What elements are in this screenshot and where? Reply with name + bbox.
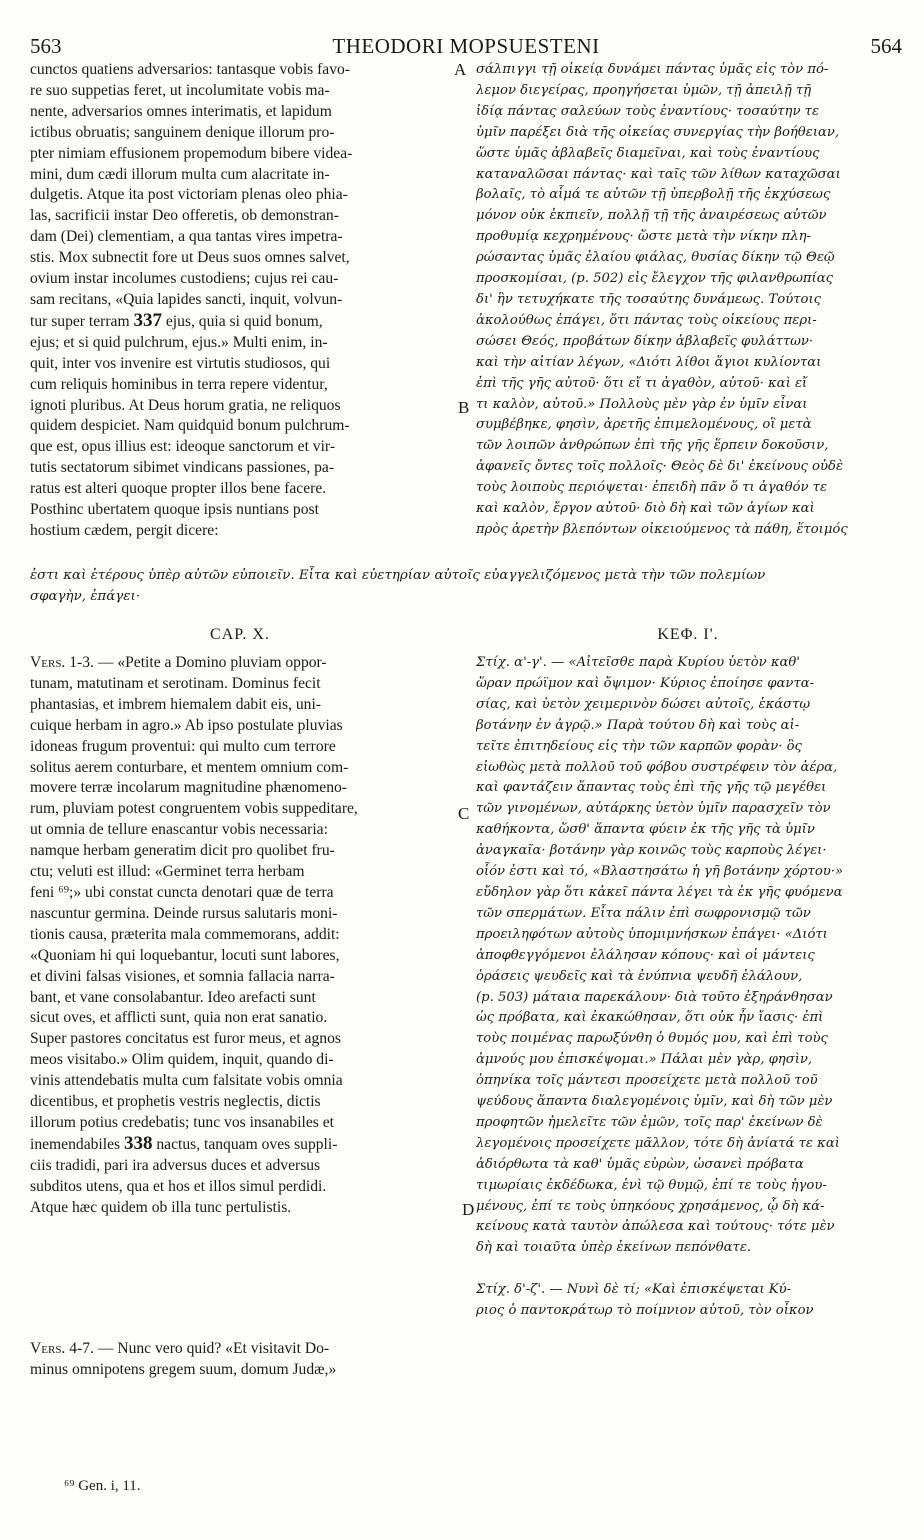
text-line: σάλπιγγι τῇ οἰκείᾳ δυνάμει πάντας ὑμᾶς εἰς τὸν πό-: [476, 62, 829, 77]
text-line: καὶ φαντάζειν ἅπαντας τοὺς ἐπὶ τῆς γῆς τῷ μεγέθει: [476, 780, 827, 796]
text-line: τι καλὸν, αὐτοῦ.» Πολλοὺς μὲν γὰρ ἐν ὑμῖν εἶναι: [476, 396, 808, 412]
text-line: tutis sectatorum sibimet vindicans passiones, pa-: [30, 459, 335, 477]
text-line: τῶν λοιπῶν ἀνθρώπων ἐπὶ τῆς γῆς ἕρπειν δοκοῦσιν,: [476, 438, 829, 454]
text-line: ictibus obruatis; sanguinem denique illorum pro-: [30, 123, 335, 141]
text-line: ψεύδους ἅπαντα διαλεγομένοις ὑμῖν, καὶ δὴ τῶν μὲν: [476, 1094, 833, 1110]
text-line: ὡς πρόβατα, καὶ ἐκακώθησαν, ὅτι οὐκ ἦν ἴασις· ἐπὶ: [476, 1010, 824, 1026]
margin-marker-d: D: [462, 1200, 475, 1219]
text-line: [30, 1134, 450, 1156]
text-line: προσκομίσαι, (p. 502) εἰς ἔλεγχον τῆς φιλανθρωπίας: [476, 271, 834, 287]
text-line: ριος ὁ παντοκράτωρ τὸ ποίμνιον αὐτοῦ, τὸν οἶκον: [476, 1303, 814, 1319]
text-line: ὑμῖν παρέξει διὰ τῆς οἰκείας συνεργίας τὴν βοήθειαν,: [476, 124, 840, 140]
greek-column-top: [476, 60, 900, 541]
text-line: δι' ἣν τετυχήκατε τῆς τοσαύτης δυνάμεως. Τούτοις: [476, 291, 822, 307]
footnote: ⁶⁹ Gen. i, 11.: [64, 1478, 141, 1494]
text-line: las, sacrificii instar Deo offeretis, ob demonstran-: [30, 207, 339, 225]
text-line: [476, 1259, 900, 1280]
margin-marker-c: C: [458, 804, 470, 823]
text-line: σώσει Θεός, προβάτων δίκην ἀβλαβεῖς φυλάττων·: [476, 333, 814, 349]
latin-verse-4-7: [30, 1339, 450, 1381]
verse-ref-4-7: Vers. 4-7.: [30, 1340, 94, 1357]
text-line: τιμωρίαις ἐκδέδωκα, ἑνὶ τῷ θυμῷ, ἐπί τε τοὺς ἡγου-: [476, 1177, 827, 1193]
verse-line-1: Vers. 1-3. — «Petite a Domino pluviam oppor-: [30, 654, 327, 671]
text-line: vinis attendebatis multa cum falsitate vobis omnia: [30, 1072, 343, 1090]
greek-chapter-heading: ΚΕΦ. Ι'.: [657, 626, 719, 643]
text-line: Στίχ. α'-γ'. — «Αἰτεῖσθε παρὰ Κυρίου ὑετὸν καθ': [476, 655, 800, 670]
text-line: ὁράσεις ψευδεῖς καὶ τὰ ἐνύπνια ψευδῆ ἐλάλουν,: [476, 968, 803, 984]
text-fragment: inemendabiles: [30, 1135, 124, 1153]
column-number-338: 338: [123, 1133, 153, 1154]
text-line: τῶν γινομένων, αὐτάρκης ὑετὸν ὑμῖν παρασχεῖν τὸν: [476, 801, 831, 817]
text-line: cuique herbam in agro.» Ab ipso postulate pluvias: [30, 716, 343, 734]
left-page-number: 563: [30, 34, 62, 58]
text-line: tunam, matutinam et serotinam. Dominus fecit: [30, 674, 321, 692]
text-line: ovium instar incolumes custodiens; cujus rei cau-: [30, 270, 339, 288]
text-line: Super pastores concitatus est furor meus, et agnos: [30, 1030, 341, 1048]
text-fragment: ejus, quia si quid bonum,: [165, 312, 323, 330]
text-line: meos visitabo.» Olim quidem, inquit, quando di-: [30, 1051, 334, 1069]
text-line: nente, adversarios omnes interimatis, et lapidum: [30, 102, 332, 120]
text-line: et divini falsas visiones, et somnia fallacia narra-: [30, 967, 335, 985]
text-line: (p. 503) μάταια παρεκάλουν· διὰ τοῦτο ἐξηράνθησαν: [476, 989, 833, 1005]
text-line: τεῖτε ἐπιτηδείους εἰς τὴν τῶν καρπῶν φορὰν· ὃς: [476, 738, 802, 754]
text-line: hostium cædem, pergit dicere:: [30, 521, 219, 539]
text-line: καὶ τὴν αἰτίαν λέγων, «Διότι λίθοι ἅγιοι κυλίονται: [476, 354, 822, 370]
text-line: ἀκολούθως ἐπάγει, ὅτι πάντας τοὺς οἰκείους περι-: [476, 312, 817, 328]
column-number-337: 337: [133, 310, 162, 331]
text-line: ἐπὶ τῆς γῆς αὐτοῦ· ὅτι εἴ τι ἀγαθὸν, αὐτοῦ· καὶ εἴ: [476, 375, 808, 391]
text-line: ὥστε ὑμᾶς ἀβλαβεῖς διαμεῖναι, καὶ τοὺς ἐναντίους: [476, 145, 820, 161]
text-line: πρὸς ἀρετὴν βλεπόντων οἰκειούμενος τὰ πάθη, ἕτοιμός: [476, 521, 848, 537]
text-line: ἀποφθεγγόμενοι ἐλάλησαν κόπους· καὶ οἱ μάντεις: [476, 947, 815, 963]
text-line: tionis causa, præterita mala commemorans, addit:: [30, 925, 340, 943]
text-line: τοὺς λοιποὺς περιόψεται· ἐπειδὴ πᾶν ὅ τι ἀγαθόν τε: [476, 480, 828, 496]
text-line: ejus; et si quid pulchrum, ejus.» Multi enim, in-: [30, 333, 328, 351]
text-line: προφητῶν ἠμελεῖτε τῶν ἐμῶν, τοῖς παρ' ἐκείνων δὲ: [476, 1114, 823, 1130]
text-fragment: tur super terram: [30, 312, 134, 330]
text-line: que est, opus illius est: ideoque sanctorum et vir-: [30, 438, 336, 456]
text-line: sicut oves, et afflicti sunt, quia non erat sanatio.: [30, 1009, 328, 1027]
text-line: feni ⁶⁹;» ubi constat cuncta denotari quæ de terra: [30, 883, 334, 901]
text-line: προθυμίᾳ κεχρημένους· ὥστε μετὰ τὴν νίκην πλη-: [476, 229, 812, 245]
latin-column-bottom: [30, 653, 450, 1218]
text-line: βοτάνην ἐν ἀγρῷ.» Παρὰ τούτου δὴ καὶ τοὺς αἰ-: [476, 717, 800, 733]
text-line: ciis tradidi, pari ira adversus duces et adversus: [30, 1156, 321, 1174]
latin-chapter-heading: CAP. X.: [210, 626, 270, 643]
text-line: ratus est alteri quoque propter illos bene facere.: [30, 480, 327, 498]
text-line: quit, inter vos invenire est virtutis studiosos, qui: [30, 354, 331, 372]
running-title: THEODORI MOPSUESTENI: [332, 34, 600, 58]
text-line: προειληφότων αὐτοὺς ὑπομιμνήσκων ἐπάγει· «Διότι: [476, 926, 828, 942]
text-line: βολαῖς, τὸ αἷμά τε αὐτῶν τῇ ὑπερβολῇ τῆς ἐκχύσεως: [476, 187, 831, 203]
text-line: ὥραν πρώϊμον καὶ ὄψιμον· Κύριος ἐποίησε φαντα-: [476, 675, 815, 691]
greek-full-width-text: [30, 566, 880, 608]
text-line: dulgetis. Atque ita post victoriam plenas oleo phia-: [30, 186, 348, 204]
text-line: stis. Mox subnectit fore ut Deus suos omnes salvet,: [30, 249, 350, 267]
text-line: Posthinc ubertatem quoque ipsis nuntians post: [30, 501, 319, 519]
text-line: Στίχ. δ'-ζ'. — Νυνὶ δὲ τί; «Καὶ ἐπισκέψεται Κύ-: [476, 1282, 792, 1298]
text-line: [30, 311, 450, 333]
text-line: «Quoniam hi qui loquebantur, locuti sunt labores,: [30, 946, 340, 964]
text-line: re suo suppetias feret, ut incolumitate vobis ma-: [30, 81, 330, 99]
text-line: ρώσαντας ὑμᾶς ἐλαίου φιάλας, θυσίας δίκην τῷ Θεῷ: [476, 250, 835, 266]
text-line: δὴ καὶ τοιαῦτα ὑπὲρ ἐκείνων πεπόνθατε.: [476, 1240, 752, 1256]
text-line: συμβέβηκε, φησὶν, ἀρετῆς ἐπιμελομένους, οἳ μετὰ: [476, 417, 812, 433]
text-line: καθήκοντα, ὥσθ' ἅπαντα φύειν ἐκ τῆς γῆς τὰ ὑμῖν: [476, 822, 815, 838]
text-line: idoneas frugum proventui: qui multo cum terrore: [30, 737, 336, 755]
text-line: Atque hæc quidem ob illa tunc pertulistis.: [30, 1198, 292, 1216]
text-line: κείνους κατὰ ταυτὸν ἀπώλεσα καὶ τούτους· τότε μὲν: [476, 1219, 835, 1235]
text-line: ἐστι καὶ ἑτέρους ὑπὲρ αὐτῶν εὐποιεῖν. Εἶτα καὶ εὐετηρίαν αὐτοῖς εὐαγγελιζόμενος μετὰ τὴν τῶν πολεμίων: [30, 568, 766, 583]
text-line: σίας, καὶ ὑετὸν χειμερινὸν δώσει αὐτοῖς, ἑκάστῳ: [476, 696, 811, 712]
text-line: καὶ καλὸν, ἔργον αὐτοῦ· διὸ δὴ καὶ τῶν ἁγίων καὶ: [476, 501, 815, 517]
text-line: namque herbam generatim dicit pro quolibet fru-: [30, 842, 335, 860]
text-line: movere terræ incolarum magnitudine phænomeno-: [30, 779, 347, 797]
text-line: λεμον διεγείρας, προηγήσεται ὑμῶν, τῇ ἀπειλῇ τῇ: [476, 82, 812, 98]
text-line: ignoti pluribus. At Deus horum gratia, ne reliquos: [30, 396, 341, 414]
text-line: ctu; veluti est illud: «Germinet terra herbam: [30, 863, 305, 881]
text-fragment: nactus, tanquam oves suppli-: [156, 1135, 338, 1153]
text-line: pter nimiam effusionem propemodum bibere videa-: [30, 144, 353, 162]
text-line: τοὺς ποιμένας παρωξύνθη ὁ θυμός μου, καὶ ἐπὶ τοὺς: [476, 1031, 828, 1047]
text-line: μένους, ἐπί τε τοὺς ὑπηκόους χρησάμενος, ᾧ δὴ κά-: [476, 1198, 825, 1214]
margin-marker-b: B: [458, 398, 470, 417]
text-line: ἀναγκαῖα· βοτάνην γὰρ κοινῶς τοὺς καρποὺς λέγει·: [476, 843, 827, 859]
greek-column-bottom: [476, 653, 900, 1322]
text-line: ἀμνούς μου ἐπισκέψομαι.» Πάλαι μὲν γὰρ, φησὶν,: [476, 1052, 813, 1068]
text-line: illorum potius credebatis; tunc vos insanabiles et: [30, 1113, 335, 1131]
text-line: εὔδηλον γὰρ ὅτι κἀκεῖ πάντα λέγει τὰ ἐκ γῆς φυόμενα: [476, 884, 843, 900]
text-line: dam (Dei) clementiam, a qua tantas vires impetra-: [30, 228, 343, 246]
text-line: solitus aerem conturbare, et mentem omnium com-: [30, 758, 349, 776]
text-line: ut omnia de tellure enascantur vobis necessaria:: [30, 821, 328, 839]
text-line: dicentibus, et prophetis vestris neglectis, dictis: [30, 1093, 321, 1111]
text-line: ἰδίᾳ πάντας σαλεύων τοὺς ἐναντίους· τοσαύτην τε: [476, 103, 820, 119]
text-line: cunctos quatiens adversarios: tantasque vobis favo-: [30, 61, 351, 78]
text-line: οἷόν ἐστι καὶ τό, «Βλαστησάτω ἡ γῆ βοτάνην χόρτου·»: [476, 864, 844, 880]
right-page-number: 564: [870, 34, 902, 58]
verse-line-4: Vers. 4-7. — Nunc vero quid? «Et visitavit Do-: [30, 1340, 330, 1357]
text-line: καταναλῶσαι πάντας· καὶ ταῖς τῶν λίθων καταχῶσαι: [476, 166, 841, 182]
text-line: subditos utens, qua et hos et illos simul perdidi.: [30, 1177, 327, 1195]
text-line: εἰωθὼς μετὰ πολλοῦ τοῦ φόβου συστρέφειν τὸν ἀέρα,: [476, 759, 838, 775]
text-line: rum, pluviam potest congruentem vobis suppeditare,: [30, 800, 358, 818]
text-line: bant, et vane consolabantur. Ideo arefacti sunt: [30, 988, 316, 1006]
running-header: [30, 30, 902, 60]
text-line: mini, dum cædi illorum multa cum alacritate in-: [30, 165, 330, 183]
text-line: ἀδιόρθωτα τὰ καθ' ὑμᾶς εὑρὼν, ὡσανεὶ πρόβατα: [476, 1156, 804, 1172]
latin-column-top: [30, 60, 450, 542]
text-line: μόνον οὐκ ἐκπιεῖν, πολλῇ τῇ τῆς ἀναιρέσεως αὐτῶν: [476, 208, 827, 224]
verse-ref-1-3: Vers. 1-3.: [30, 654, 94, 671]
margin-marker-a: A: [454, 60, 467, 79]
verse-line-5: minus omnipotens gregem suum, domum Judæ,»: [30, 1360, 337, 1378]
text-line: phantasias, et imbrem hiemalem dabit eis, uni-: [30, 695, 322, 713]
text-line: σφαγὴν, ἐπάγει·: [30, 588, 140, 604]
text-line: λεγομένοις προσείχετε μᾶλλον, τότε δὴ ἀνίατά τε καὶ: [476, 1135, 840, 1151]
text-line: cum reliquis hominibus in terra repere videntur,: [30, 375, 328, 393]
text-line: quidem despiciet. Nam quidquid bonum pulchrum-: [30, 417, 350, 435]
text-line: sam recitans, «Quia lapides sancti, inquit, volvun-: [30, 290, 343, 308]
text-line: ὁπηνίκα τοῖς μάντεσι προσείχετε μετὰ πολλοῦ τοῦ: [476, 1073, 818, 1089]
text-line: τῶν σπερμάτων. Εἶτα πάλιν ἐπὶ σωφρονισμῷ τῶν: [476, 905, 811, 921]
text-line: ἀφανεῖς ὄντες τοῖς πολλοῖς· Θεὸς δὲ δι' ἐκείνους οὐδὲ: [476, 459, 844, 475]
text-line: nascuntur germina. Deinde rursus salutaris moni-: [30, 904, 338, 922]
